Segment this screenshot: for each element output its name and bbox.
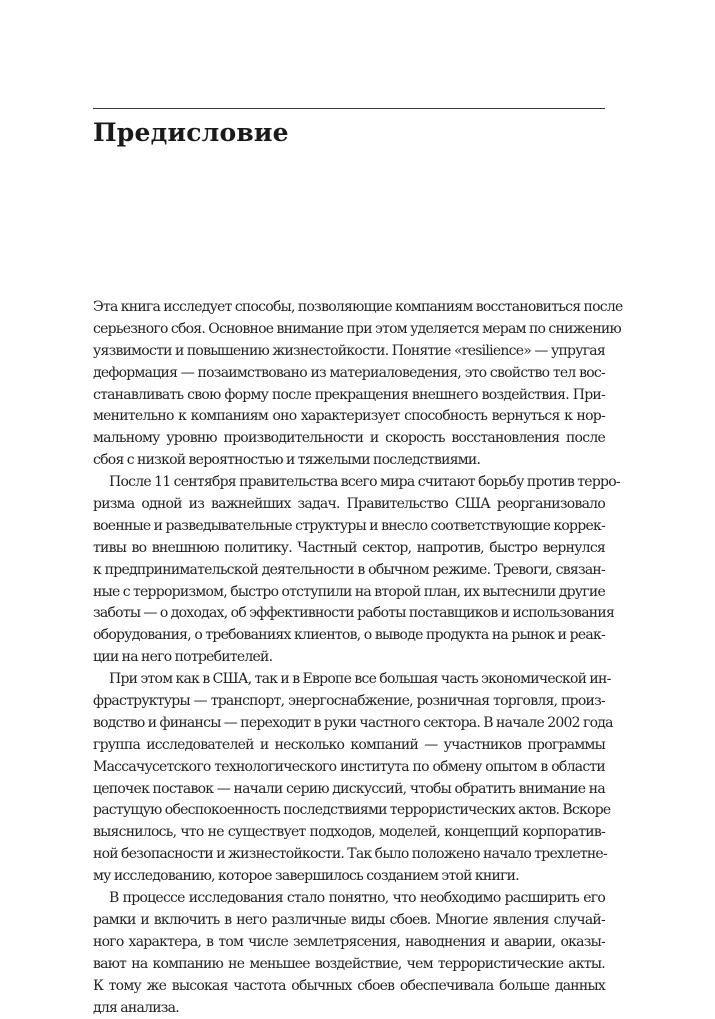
text-line: К тому же высокая частота обычных сбоев обеспечивала больше данных [93,976,605,998]
text-line: В процессе исследования стало понятно, что необходимо расширить его [93,888,605,910]
text-line: уязвимости и повышению жизнестойкости. Понятие «resilience» — упругая [93,341,605,363]
text-line: растущую обеспокоенность последствиями террористических актов. Вскоре [93,800,605,822]
text-line: сбоя с низкой вероятностью и тяжелыми последствиями. [93,450,605,472]
text-line: цепочек поставок — начали серию дискуссий, чтобы обратить внимание на [93,779,605,801]
text-line: для анализа. [93,998,605,1019]
paragraph [93,472,605,669]
text-line: ной безопасности и жизнестойкости. Так было положено начало трехлетне- [93,844,605,866]
body-text [93,297,605,1019]
text-line: ного характера, в том числе землетрясения, наводнения и аварии, оказы- [93,932,605,954]
text-line: ции на него потребителей. [93,647,605,669]
text-line: серьезного сбоя. Основное внимание при этом уделяется мерам по снижению [93,319,605,341]
text-line: Эта книга исследует способы, позволяющие компаниям восстановиться после [93,297,605,319]
text-line: менительно к компаниям оно характеризует способность вернуться к нор- [93,406,605,428]
text-line: оборудования, о требованиях клиентов, о выводе продукта на рынок и реак- [93,625,605,647]
text-line: После 11 сентября правительства всего мира считают борьбу против терро- [93,472,605,494]
text-line: фраструктуры — транспорт, энергоснабжение, розничная торговля, произ- [93,691,605,713]
text-line: ризма одной из важнейших задач. Правительство США реорганизовало [93,494,605,516]
text-line: выяснилось, что не существует подходов, моделей, концепций корпоратив- [93,822,605,844]
text-line: Массачусетского технологического института по обмену опытом в области [93,757,605,779]
text-line: водство и финансы — переходит в руки частного сектора. В начале 2002 года [93,713,605,735]
text-line: деформация — позаимствовано из материаловедения, это свойство тел вос- [93,363,605,385]
paragraph [93,888,605,1019]
text-line: военные и разведывательные структуры и внесло соответствующие коррек- [93,516,605,538]
text-line: станавливать свою форму после прекращения внешнего воздействия. При- [93,385,605,407]
page-title: Предисловие [93,117,289,149]
text-line: к предпринимательской деятельности в обычном режиме. Тревоги, связан- [93,560,605,582]
paragraph [93,669,605,888]
text-line: группа исследователей и несколько компаний — участников программы [93,735,605,757]
text-line: мальному уровню производительности и скорость восстановления после [93,428,605,450]
text-line: заботы — о доходах, об эффективности работы поставщиков и использования [93,603,605,625]
text-line: вают на компанию не меньшее воздействие, чем террористические акты. [93,954,605,976]
text-line: тивы во внешнюю политику. Частный сектор, напротив, быстро вернулся [93,538,605,560]
header-rule [93,108,605,109]
paragraph [93,297,605,472]
text-line: му исследованию, которое завершилось созданием этой книги. [93,866,605,888]
text-line: ные с терроризмом, быстро отступили на второй план, их вытеснили другие [93,582,605,604]
text-line: рамки и включить в него различные виды сбоев. Многие явления случай- [93,910,605,932]
text-line: При этом как в США, так и в Европе все большая часть экономической ин- [93,669,605,691]
